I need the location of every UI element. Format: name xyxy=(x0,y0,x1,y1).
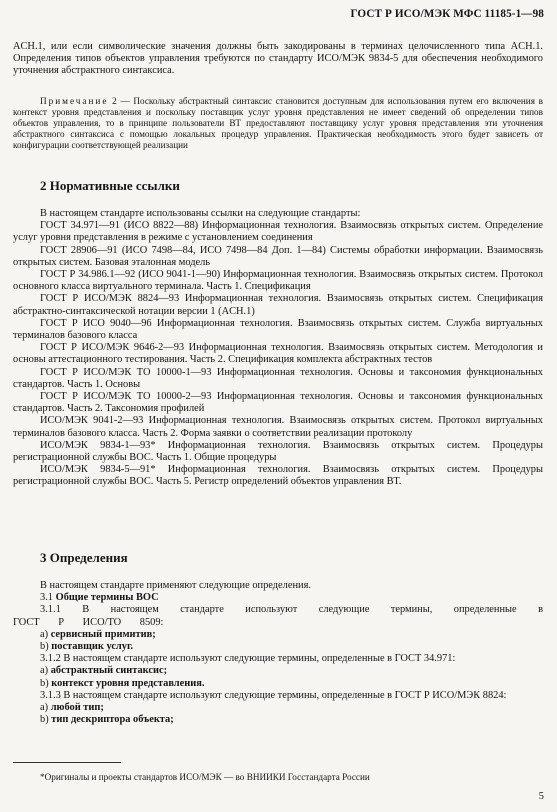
note-label: Примечание xyxy=(40,96,109,106)
subsection-3-1-number: 3.1 xyxy=(40,592,53,604)
ref-item: ГОСТ 28906—91 (ИСО 7498—84, ИСО 7498—84 Доп. 1—84) Системы обработки информации. Взаимосвязь открытых систем. Базовая эталонная модель xyxy=(13,244,543,268)
term-name: абстрактный синтаксис; xyxy=(50,665,168,677)
term-name: контекст уровня представления. xyxy=(51,677,205,689)
term-item xyxy=(13,678,543,690)
term-prefix: а) xyxy=(40,702,49,714)
term-prefix: b) xyxy=(40,677,49,689)
term-prefix: а) xyxy=(40,628,49,640)
ref-item: ГОСТ Р 34.986.1—92 (ИСО 9041-1—90) Информационная технология. Взаимосвязь открытых систем. Протокол основного класса виртуального терминала. Часть 1. Спецификация xyxy=(13,269,543,293)
footnote: *Оригиналы и проекты стандартов ИСО/МЭК — во ВНИИКИ Госстандарта России xyxy=(40,772,370,782)
note-text: 2 — Поскольку абстрактный синтаксис становится доступным для использования путем его включения в контекст уровня представления и поскольку поставщик услуг уровня представления не имеет сведений об определении типов объектов управления, то в принципе пользователи ВТ предоставляют поставщику услуг уровня представления эти уточнения абстрактного синтаксиса с помощью локальных процедур управления. Практическая необходимость этого будет зависеть от конфигурации соответствующей реализации xyxy=(13,96,543,150)
section-2-title: 2 Нормативные ссылки xyxy=(40,178,180,193)
term-prefix: а) xyxy=(40,665,49,677)
term-name: любой тип; xyxy=(50,702,104,714)
ref-item: ГОСТ Р ИСО/МЭК ТО 10000-2—93 Информационная технология. Основы и таксономия функциональных стандартов. Часть 2. Таксономия профилей xyxy=(13,391,543,415)
term-item xyxy=(13,629,543,641)
footnote-divider xyxy=(13,762,121,763)
clause-3-1-3: 3.1.3 В настоящем стандарте используют следующие термины, определенные в ГОСТ Р ИСО/МЭК 8824: xyxy=(40,689,507,701)
ref-item: ГОСТ 34.971—91 (ИСО 8822—88) Информационная технология. Взаимосвязь открытых систем. Определение услуг уровня представления в режиме с установлением соединения xyxy=(13,220,543,244)
subsection-3-1-title: Общие термины ВОС xyxy=(55,592,159,604)
ref-item: ИСО/МЭК 9041-2—93 Информационная технология. Взаимосвязь открытых систем. Протокол виртуальных терминалов базового класса. Часть 2. Форма заявки о соответствии реализации протоколу xyxy=(13,415,543,439)
note-2 xyxy=(13,96,543,151)
clause-3-1-2: 3.1.2 В настоящем стандарте используют следующие термины, определенные в ГОСТ 34.971: xyxy=(40,653,456,665)
ref-item: ИСО/МЭК 9834-5—91* Информационная технология. Взаимосвязь открытых систем. Процедуры регистрационной службы ВОС. Часть 5. Регистр определений объектов управления ВТ. xyxy=(13,464,543,488)
ref-item: ГОСТ Р ИСО/МЭК 9646-2—93 Информационная технология. Взаимосвязь открытых систем. Методология и основы аттестационного тестирования. Часть 2. Спецификация комплекта абстрактных тестов xyxy=(13,342,543,366)
section-2-body xyxy=(13,208,543,489)
page-header: ГОСТ Р ИСО/МЭК МФС 11185-1—98 xyxy=(350,8,544,20)
term-name: поставщик услуг. xyxy=(51,641,134,653)
section-3-intro: В настоящем стандарте применяют следующие определения. xyxy=(40,580,311,591)
term-item xyxy=(13,714,543,726)
intro-text: ACH.1, или если символические значения должны быть закодированы в терминах целочисленного типа ACH.1. Определения типов объектов управления требуются по стандарту ИСО/МЭК 9834-5 для обеспечения необходимого уточнения абстрактного синтаксиса. xyxy=(13,41,543,77)
term-prefix: b) xyxy=(40,714,49,726)
term-name: сервисный примитив; xyxy=(50,628,156,640)
clause-3-1-1: 3.1.1 В настоящем стандарте используют следующие термины, определенные в ГОСТ Р ИСО/ТО 8509: xyxy=(13,604,543,628)
section-2-intro: В настоящем стандарте использованы ссылки на следующие стандарты: xyxy=(40,208,361,219)
ref-item: ГОСТ Р ИСО 9040—96 Информационная технология. Взаимосвязь открытых систем. Служба виртуальных терминалов базового класса xyxy=(13,317,543,342)
intro-paragraph xyxy=(13,41,543,78)
ref-item: ИСО/МЭК 9834-1—93* Информационная технология. Взаимосвязь открытых систем. Процедуры регистрационной службы ВОС. Часть 1. Общие процедуры xyxy=(13,439,543,464)
subsection-3-1-heading xyxy=(13,592,543,604)
term-name: тип дескриптора объекта; xyxy=(51,714,174,726)
term-prefix: b) xyxy=(40,641,49,653)
section-3-body xyxy=(13,580,543,726)
ref-item: ГОСТ Р ИСО/МЭК ТО 10000-1—93 Информационная технология. Основы и таксономия функциональных стандартов. Часть 1. Основы xyxy=(13,366,543,390)
page-number: 5 xyxy=(538,791,544,802)
term-item xyxy=(13,665,543,677)
section-3-title: 3 Определения xyxy=(40,550,128,565)
term-item xyxy=(13,702,543,714)
ref-item: ГОСТ Р ИСО/МЭК 8824—93 Информационная технология. Взаимосвязь открытых систем. Спецификация абстрактно-синтаксической нотации версии 1 (ACH.1) xyxy=(13,293,543,317)
term-item xyxy=(13,641,543,653)
